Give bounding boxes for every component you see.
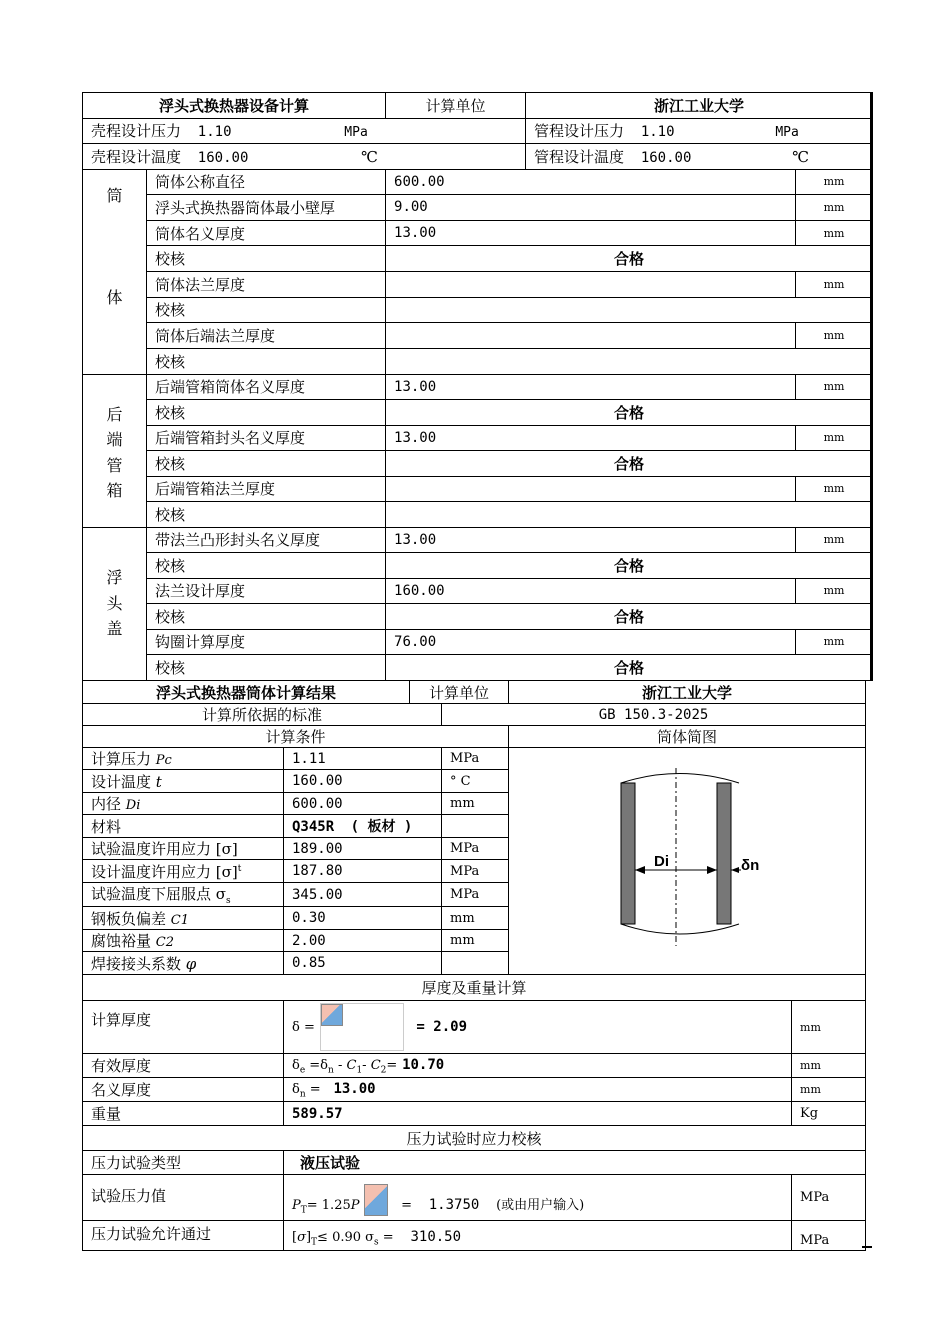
bottom-edge-mark xyxy=(862,1246,872,1248)
calc-thickness-formula: δ = = 2.09 xyxy=(284,1001,792,1054)
row-label: 校核 xyxy=(147,246,386,272)
cond-unit: ° C xyxy=(442,770,509,792)
cond-label: 内径 Di xyxy=(83,792,284,814)
row-unit: mm xyxy=(796,220,873,246)
check-result: 合格 xyxy=(386,604,873,630)
cond-label: 设计温度 t xyxy=(83,770,284,792)
test-pressure-formula: $P_T= 1.25P = 1.3750$ (或由用户输入) xyxy=(284,1175,792,1221)
row-label: 校核 xyxy=(147,400,386,426)
allow-formula: $[\sigma]_T\le 0.90$ $\sigma_s = 310.50$ xyxy=(284,1221,792,1251)
row-value: 76.00 xyxy=(386,629,796,655)
test-type-label: 压力试验类型 xyxy=(83,1151,284,1175)
row-value: 9.00 xyxy=(386,195,796,221)
cond-label: 钢板负偏差 C1 xyxy=(83,907,284,929)
weight-label: 重量 xyxy=(83,1102,284,1126)
allow-label: 压力试验允许通过 xyxy=(83,1221,284,1251)
standard-label: 计算所依据的标准 xyxy=(83,704,442,726)
calc-thickness-label: 计算厚度 xyxy=(83,1001,284,1054)
cond-label: 焊接接头系数 φ xyxy=(83,952,284,975)
cond-label: 腐蚀裕量 C2 xyxy=(83,929,284,951)
result-unit-label: 计算单位 xyxy=(410,681,509,704)
wall-right xyxy=(717,783,731,924)
cond-value: 345.00 xyxy=(284,882,442,907)
row-value: 160.00 xyxy=(386,578,796,604)
wall-left xyxy=(621,783,635,924)
cond-value: 187.80 xyxy=(284,860,442,882)
cond-unit: MPa xyxy=(442,748,509,770)
test-pressure-label: 试验压力值 xyxy=(83,1175,284,1221)
row-label: 校核 xyxy=(147,655,386,681)
tube-temp: 管程设计温度 160.00 ℃ xyxy=(526,144,873,170)
cond-label: 试验温度下屈服点 $\sigma_s$ xyxy=(83,882,284,907)
thickness-header: 厚度及重量计算 xyxy=(83,975,866,1001)
standard-value: GB 150.3-2025 xyxy=(442,704,866,726)
formula-image xyxy=(320,1003,404,1051)
row-value: 13.00 xyxy=(386,220,796,246)
cond-label: 计算压力 Pc xyxy=(83,748,284,770)
eff-thickness-label: 有效厚度 xyxy=(83,1054,284,1078)
cond-unit: mm xyxy=(442,792,509,814)
sketch-header: 筒体简图 xyxy=(509,726,866,748)
allow-unit: MPa xyxy=(792,1221,866,1251)
row-unit: mm xyxy=(796,578,873,604)
nom-thickness-formula: $\delta_n = 13.00$ xyxy=(284,1078,792,1102)
row-unit: mm xyxy=(796,476,873,502)
row-label: 校核 xyxy=(147,297,386,323)
calc-thickness-unit: mm xyxy=(792,1001,866,1054)
test-type-value: 液压试验 xyxy=(284,1151,866,1175)
label-dn: δn xyxy=(741,857,760,874)
row-unit: mm xyxy=(796,425,873,451)
cond-value: 0.85 xyxy=(284,952,442,975)
cylinder-sketch-svg xyxy=(509,748,865,970)
cond-unit: mm xyxy=(442,907,509,929)
unit-value: 浙江工业大学 xyxy=(526,93,873,119)
row-label: 校核 xyxy=(147,604,386,630)
cond-label: 设计温度许用应力 $[\sigma]^t$ xyxy=(83,860,284,882)
row-label: 校核 xyxy=(147,451,386,477)
cond-unit xyxy=(442,952,509,975)
group-floating-head: 浮 头 盖 xyxy=(83,527,147,680)
cond-unit: mm xyxy=(442,929,509,951)
pressure-header: 压力试验时应力校核 xyxy=(83,1126,866,1151)
row-unit: mm xyxy=(796,272,873,298)
group-cylinder: 筒 体 xyxy=(83,169,147,374)
row-label: 浮头式换热器筒体最小壁厚 xyxy=(147,195,386,221)
result-title: 浮头式换热器筒体计算结果 xyxy=(83,681,410,704)
shell-temp: 壳程设计温度 160.00 ℃ xyxy=(83,144,526,170)
check-result: 合格 xyxy=(386,655,873,681)
cond-unit xyxy=(442,815,509,837)
row-label: 后端管箱封头名义厚度 xyxy=(147,425,386,451)
cond-value: Q345R ( 板材 ) xyxy=(284,815,442,837)
row-label: 校核 xyxy=(147,348,386,374)
cond-label: 试验温度许用应力 [σ] xyxy=(83,837,284,859)
cond-value: 600.00 xyxy=(284,792,442,814)
row-label: 后端管箱法兰厚度 xyxy=(147,476,386,502)
check-result: 合格 xyxy=(386,553,873,579)
result-unit-value: 浙江工业大学 xyxy=(509,681,866,704)
test-pressure-unit: MPa xyxy=(792,1175,866,1221)
cond-label: 材料 xyxy=(83,815,284,837)
equipment-title: 浮头式换热器设备计算 xyxy=(83,93,386,119)
row-value: 13.00 xyxy=(386,527,796,553)
row-label: 后端管箱筒体名义厚度 xyxy=(147,374,386,400)
cylinder-result-table xyxy=(82,680,866,1251)
check-result: 合格 xyxy=(386,246,873,272)
row-label: 校核 xyxy=(147,502,386,528)
row-label: 筒体法兰厚度 xyxy=(147,272,386,298)
row-unit: mm xyxy=(796,169,873,195)
row-label: 筒体后端法兰厚度 xyxy=(147,323,386,349)
shell-pressure: 壳程设计压力 1.10 MPa xyxy=(83,118,526,144)
check-result xyxy=(386,502,873,528)
group-rear-channel: 后 端 管 箱 xyxy=(83,374,147,527)
cond-unit: MPa xyxy=(442,860,509,882)
nom-thickness-unit: mm xyxy=(792,1078,866,1102)
row-label: 筒体公称直径 xyxy=(147,169,386,195)
cylinder-sketch xyxy=(509,748,866,975)
check-result xyxy=(386,297,873,323)
weight-value: 589.57 xyxy=(284,1102,792,1126)
label-di: Di xyxy=(654,853,670,870)
cond-value: 189.00 xyxy=(284,837,442,859)
row-unit: mm xyxy=(796,527,873,553)
equipment-calc-table xyxy=(82,92,873,681)
cond-value: 1.11 xyxy=(284,748,442,770)
nom-thickness-label: 名义厚度 xyxy=(83,1078,284,1102)
eff-thickness-unit: mm xyxy=(792,1054,866,1078)
row-unit: mm xyxy=(796,374,873,400)
broken-image-icon xyxy=(321,1004,343,1026)
row-value xyxy=(386,323,796,349)
conditions-header: 计算条件 xyxy=(83,726,509,748)
cond-unit: MPa xyxy=(442,837,509,859)
row-value xyxy=(386,272,796,298)
cond-value: 2.00 xyxy=(284,929,442,951)
check-result xyxy=(386,348,873,374)
row-label: 钩圈计算厚度 xyxy=(147,629,386,655)
row-value: 600.00 xyxy=(386,169,796,195)
row-label: 筒体名义厚度 xyxy=(147,220,386,246)
unit-label: 计算单位 xyxy=(386,93,526,119)
row-label: 带法兰凸形封头名义厚度 xyxy=(147,527,386,553)
row-unit: mm xyxy=(796,195,873,221)
eff-thickness-formula: $\delta_e =\delta_n - C_1-$ $C_2= 10.70$ xyxy=(284,1054,792,1078)
row-unit: mm xyxy=(796,323,873,349)
row-value: 13.00 xyxy=(386,374,796,400)
tube-pressure: 管程设计压力 1.10 MPa xyxy=(526,118,873,144)
row-label: 法兰设计厚度 xyxy=(147,578,386,604)
cond-value: 0.30 xyxy=(284,907,442,929)
weight-unit: Kg xyxy=(792,1102,866,1126)
row-label: 校核 xyxy=(147,553,386,579)
check-result: 合格 xyxy=(386,451,873,477)
check-result: 合格 xyxy=(386,400,873,426)
row-value: 13.00 xyxy=(386,425,796,451)
cond-unit: MPa xyxy=(442,882,509,907)
cond-value: 160.00 xyxy=(284,770,442,792)
row-unit: mm xyxy=(796,629,873,655)
row-value xyxy=(386,476,796,502)
broken-image-icon xyxy=(364,1184,388,1216)
top-table-right-border xyxy=(870,92,872,680)
